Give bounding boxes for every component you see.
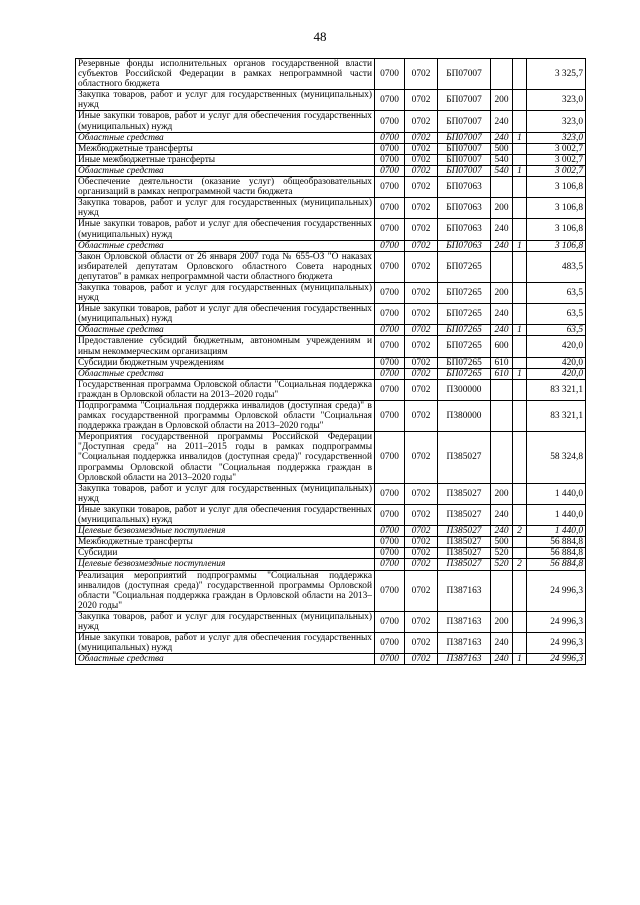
subsection-code-cell: 0702	[405, 132, 438, 143]
row-name-cell: Областные средства	[76, 325, 375, 336]
funding-source-cell: 1	[513, 240, 527, 251]
table-row	[76, 379, 586, 400]
expense-type-cell	[491, 570, 513, 611]
section-code-cell: 0700	[375, 111, 405, 132]
target-article-cell: П385027	[438, 548, 491, 559]
funding-source-cell: 1	[513, 165, 527, 176]
table-row	[76, 548, 586, 559]
amount-cell: 420,0	[527, 357, 586, 368]
amount-cell: 3 106,8	[527, 177, 586, 198]
target-article-cell: БП07007	[438, 111, 491, 132]
funding-source-cell: 2	[513, 559, 527, 570]
target-article-cell: БП07007	[438, 132, 491, 143]
section-code-cell: 0700	[375, 504, 405, 525]
section-code-cell: 0700	[375, 570, 405, 611]
funding-source-cell: 1	[513, 325, 527, 336]
table-row	[76, 559, 586, 570]
budget-table	[75, 58, 586, 665]
subsection-code-cell: 0702	[405, 143, 438, 154]
expense-type-cell: 200	[491, 611, 513, 632]
subsection-code-cell: 0702	[405, 111, 438, 132]
subsection-code-cell: 0702	[405, 401, 438, 432]
funding-source-cell	[513, 570, 527, 611]
expense-type-cell: 610	[491, 357, 513, 368]
amount-cell: 323,0	[527, 90, 586, 111]
section-code-cell: 0700	[375, 379, 405, 400]
table-row	[76, 282, 586, 303]
funding-source-cell	[513, 59, 527, 90]
table-row	[76, 483, 586, 504]
funding-source-cell: 1	[513, 654, 527, 665]
amount-cell: 1 440,0	[527, 526, 586, 537]
expense-type-cell: 240	[491, 654, 513, 665]
table-row	[76, 401, 586, 432]
funding-source-cell	[513, 336, 527, 357]
section-code-cell: 0700	[375, 325, 405, 336]
target-article-cell: БП07007	[438, 165, 491, 176]
table-row	[76, 633, 586, 654]
subsection-code-cell: 0702	[405, 654, 438, 665]
subsection-code-cell: 0702	[405, 357, 438, 368]
subsection-code-cell: 0702	[405, 325, 438, 336]
expense-type-cell: 240	[491, 219, 513, 240]
funding-source-cell	[513, 357, 527, 368]
funding-source-cell	[513, 177, 527, 198]
target-article-cell: БП07007	[438, 154, 491, 165]
subsection-code-cell: 0702	[405, 154, 438, 165]
amount-cell: 3 325,7	[527, 59, 586, 90]
table-row	[76, 611, 586, 632]
amount-cell: 3 002,7	[527, 165, 586, 176]
row-name-cell: Государственная программа Орловской области "Социальная поддержка граждан в Орловской области на 2013–2020 годы"	[76, 379, 375, 400]
expense-type-cell: 520	[491, 559, 513, 570]
funding-source-cell	[513, 251, 527, 282]
subsection-code-cell: 0702	[405, 59, 438, 90]
funding-source-cell	[513, 304, 527, 325]
subsection-code-cell: 0702	[405, 379, 438, 400]
funding-source-cell	[513, 504, 527, 525]
target-article-cell: П385027	[438, 504, 491, 525]
table-row	[76, 132, 586, 143]
row-name-cell: Закупка товаров, работ и услуг для государственных (муниципальных) нужд	[76, 483, 375, 504]
row-name-cell: Межбюджетные трансферты	[76, 143, 375, 154]
target-article-cell: П385027	[438, 526, 491, 537]
row-name-cell: Субсидии	[76, 548, 375, 559]
subsection-code-cell: 0702	[405, 240, 438, 251]
row-name-cell: Предоставление субсидий бюджетным, автономным учреждениям и иным некоммерческим организациям	[76, 336, 375, 357]
funding-source-cell	[513, 633, 527, 654]
section-code-cell: 0700	[375, 143, 405, 154]
amount-cell: 58 324,8	[527, 432, 586, 483]
table-row	[76, 90, 586, 111]
row-name-cell: Областные средства	[76, 368, 375, 379]
table-row	[76, 570, 586, 611]
subsection-code-cell: 0702	[405, 548, 438, 559]
section-code-cell: 0700	[375, 336, 405, 357]
subsection-code-cell: 0702	[405, 219, 438, 240]
funding-source-cell	[513, 401, 527, 432]
amount-cell: 1 440,0	[527, 504, 586, 525]
row-name-cell: Областные средства	[76, 165, 375, 176]
table-row	[76, 143, 586, 154]
subsection-code-cell: 0702	[405, 537, 438, 548]
amount-cell: 56 884,8	[527, 548, 586, 559]
funding-source-cell	[513, 90, 527, 111]
expense-type-cell	[491, 177, 513, 198]
section-code-cell: 0700	[375, 654, 405, 665]
target-article-cell: БП07265	[438, 251, 491, 282]
expense-type-cell: 240	[491, 111, 513, 132]
expense-type-cell: 500	[491, 537, 513, 548]
table-row	[76, 336, 586, 357]
expense-type-cell: 500	[491, 143, 513, 154]
section-code-cell: 0700	[375, 304, 405, 325]
target-article-cell: П385027	[438, 483, 491, 504]
expense-type-cell: 240	[491, 325, 513, 336]
amount-cell: 1 440,0	[527, 483, 586, 504]
row-name-cell: Целевые безвозмездные поступления	[76, 526, 375, 537]
subsection-code-cell: 0702	[405, 432, 438, 483]
section-code-cell: 0700	[375, 526, 405, 537]
row-name-cell: Межбюджетные трансферты	[76, 537, 375, 548]
table-row	[76, 537, 586, 548]
subsection-code-cell: 0702	[405, 177, 438, 198]
section-code-cell: 0700	[375, 401, 405, 432]
target-article-cell: БП07063	[438, 177, 491, 198]
section-code-cell: 0700	[375, 90, 405, 111]
amount-cell: 420,0	[527, 336, 586, 357]
section-code-cell: 0700	[375, 357, 405, 368]
section-code-cell: 0700	[375, 219, 405, 240]
subsection-code-cell: 0702	[405, 165, 438, 176]
table-row	[76, 165, 586, 176]
section-code-cell: 0700	[375, 483, 405, 504]
row-name-cell: Иные закупки товаров, работ и услуг для обеспечения государственных (муниципальных) нужд	[76, 111, 375, 132]
funding-source-cell	[513, 143, 527, 154]
amount-cell: 24 996,3	[527, 611, 586, 632]
subsection-code-cell: 0702	[405, 483, 438, 504]
subsection-code-cell: 0702	[405, 504, 438, 525]
amount-cell: 63,5	[527, 304, 586, 325]
section-code-cell: 0700	[375, 59, 405, 90]
funding-source-cell: 2	[513, 526, 527, 537]
section-code-cell: 0700	[375, 282, 405, 303]
table-row	[76, 368, 586, 379]
expense-type-cell: 240	[491, 504, 513, 525]
subsection-code-cell: 0702	[405, 633, 438, 654]
target-article-cell: БП07007	[438, 59, 491, 90]
funding-source-cell	[513, 198, 527, 219]
row-name-cell: Иные закупки товаров, работ и услуг для обеспечения государственных (муниципальных) нужд	[76, 219, 375, 240]
table-row	[76, 219, 586, 240]
expense-type-cell: 240	[491, 304, 513, 325]
funding-source-cell	[513, 219, 527, 240]
target-article-cell: П387163	[438, 611, 491, 632]
table-row	[76, 325, 586, 336]
expense-type-cell	[491, 251, 513, 282]
funding-source-cell	[513, 548, 527, 559]
funding-source-cell	[513, 154, 527, 165]
amount-cell: 483,5	[527, 251, 586, 282]
funding-source-cell: 1	[513, 368, 527, 379]
amount-cell: 24 996,3	[527, 570, 586, 611]
section-code-cell: 0700	[375, 368, 405, 379]
subsection-code-cell: 0702	[405, 90, 438, 111]
funding-source-cell	[513, 611, 527, 632]
row-name-cell: Областные средства	[76, 654, 375, 665]
amount-cell: 323,0	[527, 111, 586, 132]
amount-cell: 63,5	[527, 282, 586, 303]
row-name-cell: Иные межбюджетные трансферты	[76, 154, 375, 165]
target-article-cell: П380000	[438, 401, 491, 432]
target-article-cell: П387163	[438, 633, 491, 654]
target-article-cell: БП07265	[438, 357, 491, 368]
section-code-cell: 0700	[375, 177, 405, 198]
subsection-code-cell: 0702	[405, 559, 438, 570]
amount-cell: 83 321,1	[527, 379, 586, 400]
row-name-cell: Иные закупки товаров, работ и услуг для обеспечения государственных (муниципальных) нужд	[76, 504, 375, 525]
expense-type-cell: 240	[491, 240, 513, 251]
target-article-cell: БП07063	[438, 198, 491, 219]
table-row	[76, 432, 586, 483]
subsection-code-cell: 0702	[405, 198, 438, 219]
amount-cell: 3 106,8	[527, 198, 586, 219]
funding-source-cell	[513, 379, 527, 400]
table-row	[76, 177, 586, 198]
expense-type-cell: 200	[491, 483, 513, 504]
table-row	[76, 154, 586, 165]
row-name-cell: Закупка товаров, работ и услуг для государственных (муниципальных) нужд	[76, 198, 375, 219]
target-article-cell: П385027	[438, 432, 491, 483]
section-code-cell: 0700	[375, 198, 405, 219]
expense-type-cell: 200	[491, 198, 513, 219]
row-name-cell: Целевые безвозмездные поступления	[76, 559, 375, 570]
expense-type-cell: 600	[491, 336, 513, 357]
target-article-cell: БП07265	[438, 325, 491, 336]
amount-cell: 24 996,3	[527, 633, 586, 654]
row-name-cell: Иные закупки товаров, работ и услуг для обеспечения государственных (муниципальных) нужд	[76, 633, 375, 654]
subsection-code-cell: 0702	[405, 368, 438, 379]
section-code-cell: 0700	[375, 165, 405, 176]
expense-type-cell	[491, 379, 513, 400]
target-article-cell: БП07265	[438, 336, 491, 357]
funding-source-cell	[513, 282, 527, 303]
table-row	[76, 251, 586, 282]
table-row	[76, 504, 586, 525]
subsection-code-cell: 0702	[405, 251, 438, 282]
table-row	[76, 198, 586, 219]
budget-table-body	[76, 59, 586, 665]
section-code-cell: 0700	[375, 559, 405, 570]
funding-source-cell: 1	[513, 132, 527, 143]
amount-cell: 56 884,8	[527, 559, 586, 570]
section-code-cell: 0700	[375, 611, 405, 632]
subsection-code-cell: 0702	[405, 282, 438, 303]
subsection-code-cell: 0702	[405, 304, 438, 325]
amount-cell: 24 996,3	[527, 654, 586, 665]
target-article-cell: П387163	[438, 570, 491, 611]
expense-type-cell	[491, 401, 513, 432]
table-row	[76, 111, 586, 132]
section-code-cell: 0700	[375, 537, 405, 548]
funding-source-cell	[513, 111, 527, 132]
funding-source-cell	[513, 483, 527, 504]
target-article-cell: БП07265	[438, 304, 491, 325]
row-name-cell: Областные средства	[76, 132, 375, 143]
funding-source-cell	[513, 537, 527, 548]
target-article-cell: БП07063	[438, 219, 491, 240]
target-article-cell: БП07265	[438, 282, 491, 303]
section-code-cell: 0700	[375, 548, 405, 559]
section-code-cell: 0700	[375, 633, 405, 654]
section-code-cell: 0700	[375, 240, 405, 251]
section-code-cell: 0700	[375, 154, 405, 165]
funding-source-cell	[513, 432, 527, 483]
row-name-cell: Закупка товаров, работ и услуг для государственных (муниципальных) нужд	[76, 90, 375, 111]
target-article-cell: БП07007	[438, 90, 491, 111]
table-row	[76, 654, 586, 665]
table-row	[76, 59, 586, 90]
target-article-cell: П385027	[438, 559, 491, 570]
target-article-cell: БП07007	[438, 143, 491, 154]
amount-cell: 3 002,7	[527, 154, 586, 165]
row-name-cell: Субсидии бюджетным учреждениям	[76, 357, 375, 368]
page-number: 48	[313, 29, 327, 44]
row-name-cell: Мероприятия государственной программы Российской Федерации "Доступная среда" на 2011–2015 годы в рамках подпрограммы "Социальная поддержка инвалидов (доступная среда)" государственной программы Орловской области "Социальная поддержка граждан в Орловской области на 2013–2020 годы"	[76, 432, 375, 483]
amount-cell: 56 884,8	[527, 537, 586, 548]
section-code-cell: 0700	[375, 132, 405, 143]
expense-type-cell: 240	[491, 526, 513, 537]
table-row	[76, 304, 586, 325]
subsection-code-cell: 0702	[405, 611, 438, 632]
amount-cell: 3 002,7	[527, 143, 586, 154]
expense-type-cell: 200	[491, 282, 513, 303]
expense-type-cell: 540	[491, 165, 513, 176]
target-article-cell: П387163	[438, 654, 491, 665]
table-row	[76, 357, 586, 368]
row-name-cell: Закупка товаров, работ и услуг для государственных (муниципальных) нужд	[76, 611, 375, 632]
expense-type-cell: 610	[491, 368, 513, 379]
amount-cell: 83 321,1	[527, 401, 586, 432]
row-name-cell: Закупка товаров, работ и услуг для государственных (муниципальных) нужд	[76, 282, 375, 303]
amount-cell: 3 106,8	[527, 240, 586, 251]
expense-type-cell: 240	[491, 633, 513, 654]
amount-cell: 3 106,8	[527, 219, 586, 240]
row-name-cell: Резервные фонды исполнительных органов государственной власти субъектов Российской Федерации в рамках непрограммной части областного бюджета	[76, 59, 375, 90]
expense-type-cell	[491, 59, 513, 90]
table-row	[76, 240, 586, 251]
section-code-cell: 0700	[375, 432, 405, 483]
amount-cell: 63,5	[527, 325, 586, 336]
row-name-cell: Областные средства	[76, 240, 375, 251]
row-name-cell: Обеспечение деятельности (оказание услуг) общеобразовательных организаций в рамках непрограммной части бюджета	[76, 177, 375, 198]
subsection-code-cell: 0702	[405, 526, 438, 537]
expense-type-cell	[491, 432, 513, 483]
section-code-cell: 0700	[375, 251, 405, 282]
target-article-cell: БП07265	[438, 368, 491, 379]
target-article-cell: П300000	[438, 379, 491, 400]
amount-cell: 323,0	[527, 132, 586, 143]
row-name-cell: Реализация мероприятий подпрограммы "Социальная поддержка инвалидов (доступная среда)" государственной программы Орловской области "Социальная поддержка граждан в Орловской области на 2013–2020 годы"	[76, 570, 375, 611]
expense-type-cell: 520	[491, 548, 513, 559]
row-name-cell: Закон Орловской области от 26 января 2007 года № 655-ОЗ "О наказах избирателей депутатам Орловского областного Совета народных депутатов" в рамках непрограммной части областного бюджета	[76, 251, 375, 282]
target-article-cell: БП07063	[438, 240, 491, 251]
subsection-code-cell: 0702	[405, 336, 438, 357]
subsection-code-cell: 0702	[405, 570, 438, 611]
table-row	[76, 526, 586, 537]
amount-cell: 420,0	[527, 368, 586, 379]
row-name-cell: Подпрограмма "Социальная поддержка инвалидов (доступная среда)" в рамках государственной программы Орловской области "Социальная поддержка граждан в Орловской области на 2013–2020 годы"	[76, 401, 375, 432]
target-article-cell: П385027	[438, 537, 491, 548]
expense-type-cell: 200	[491, 90, 513, 111]
row-name-cell: Иные закупки товаров, работ и услуг для обеспечения государственных (муниципальных) нужд	[76, 304, 375, 325]
expense-type-cell: 540	[491, 154, 513, 165]
expense-type-cell: 240	[491, 132, 513, 143]
